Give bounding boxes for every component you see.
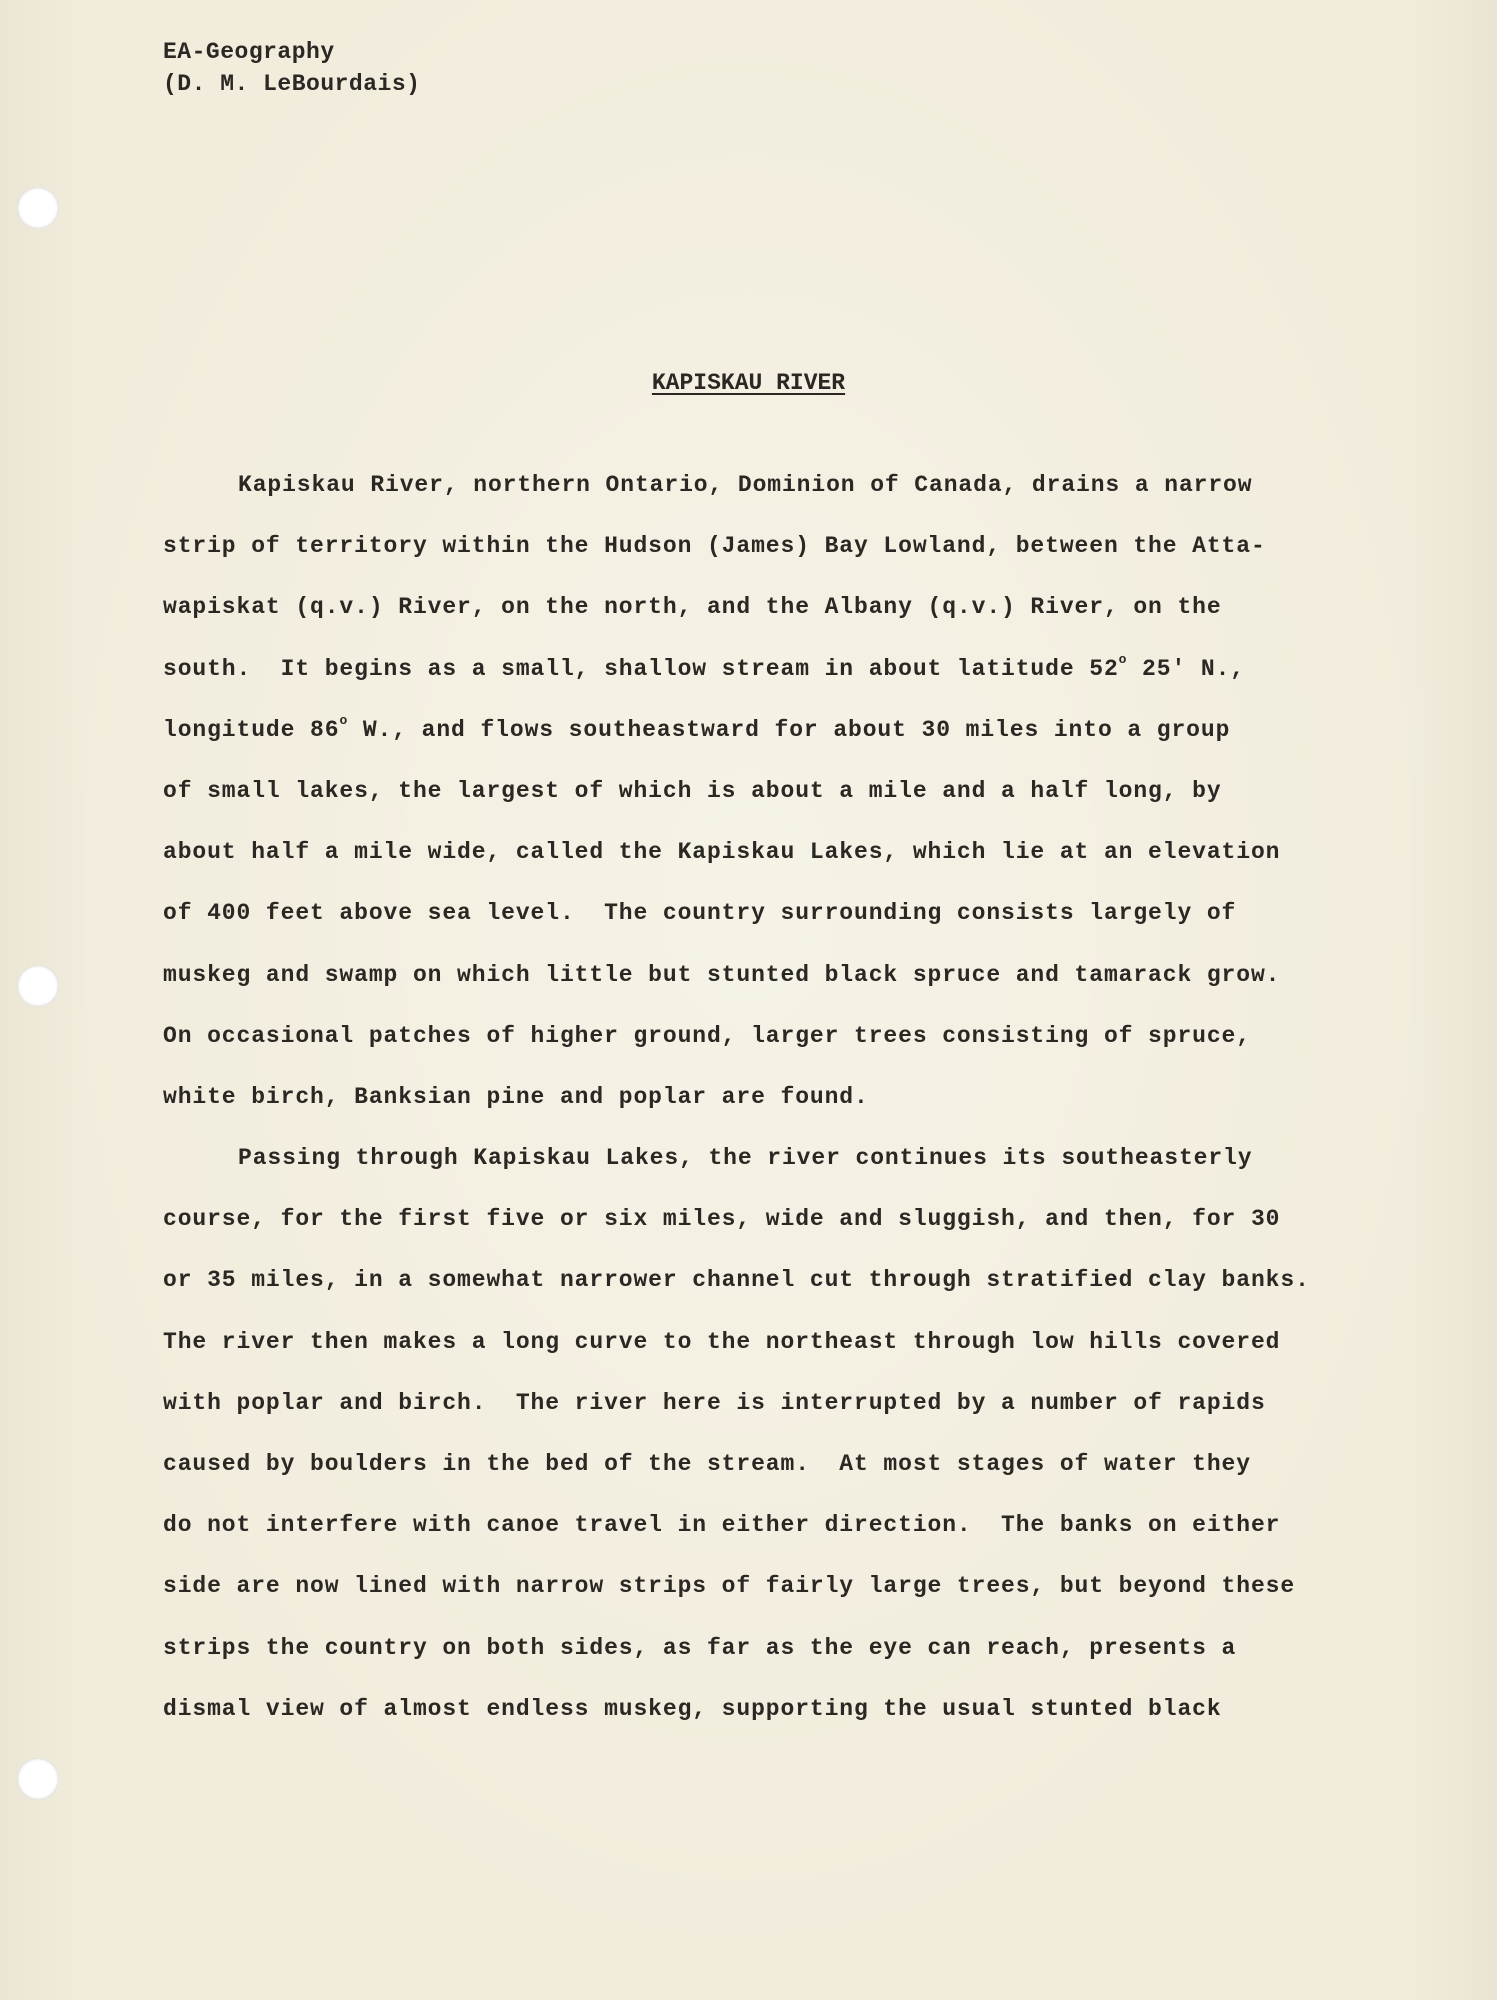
- paragraph-2-line-10: dismal view of almost endless muskeg, supporting the usual stunted black: [163, 1695, 1222, 1722]
- page-title: KAPISKAU RIVER: [651, 370, 846, 396]
- paragraph-2-line-5: with poplar and birch. The river here is interrupted by a number of rapids: [163, 1389, 1266, 1416]
- paragraph-1-line-3: wapiskat (q.v.) River, on the north, and the Albany (q.v.) River, on the: [163, 594, 1222, 621]
- header-author: (D. M. LeBourdais): [163, 71, 421, 97]
- paragraph-1-line-8: of 400 feet above sea level. The country surrounding consists largely of: [163, 900, 1237, 927]
- paragraph-1-line-10: On occasional patches of higher ground, larger trees consisting of spruce,: [163, 1022, 1251, 1049]
- latitude-minutes-text: 25' N.,: [1127, 655, 1245, 682]
- paragraph-2-line-1: Passing through Kapiskau Lakes, the river continues its southeasterly: [238, 1145, 1253, 1172]
- degree-mark: o: [1118, 651, 1128, 667]
- document-header: [163, 36, 420, 100]
- punch-hole-top: [17, 187, 59, 229]
- paragraph-2-line-8: side are now lined with narrow strips of fairly large trees, but beyond these: [163, 1573, 1296, 1600]
- longitude-text: longitude 86: [163, 716, 340, 743]
- paragraph-1-line-9: muskeg and swamp on which little but stunted black spruce and tamarack grow.: [163, 961, 1281, 988]
- paragraph-1-line-2: strip of territory within the Hudson (James) Bay Lowland, between the Atta-: [163, 533, 1266, 560]
- paragraph-2-line-6: caused by boulders in the bed of the stream. At most stages of water they: [163, 1451, 1251, 1477]
- paragraph-1-line-5: [163, 700, 1343, 761]
- paragraph-2-line-3: or 35 miles, in a somewhat narrower channel cut through stratified clay banks.: [163, 1267, 1310, 1294]
- paragraph-1-line-7: about half a mile wide, called the Kapiskau Lakes, which lie at an elevation: [163, 839, 1281, 866]
- paragraph-1-line-6: of small lakes, the largest of which is about a mile and a half long, by: [163, 777, 1222, 804]
- degree-mark: o: [339, 712, 349, 728]
- punch-hole-bottom: [17, 1758, 59, 1800]
- article-body: [163, 455, 1343, 1740]
- paragraph-2-line-9: strips the country on both sides, as far as the eye can reach, presents a: [163, 1634, 1237, 1661]
- paragraph-1-line-4: [163, 639, 1343, 700]
- latitude-text: south. It begins as a small, shallow stream in about latitude 52: [163, 655, 1119, 682]
- paragraph-2-line-2: course, for the first five or six miles, wide and sluggish, and then, for 30: [163, 1206, 1281, 1233]
- header-category: EA-Geography: [163, 39, 335, 65]
- punch-hole-middle: [17, 965, 59, 1007]
- longitude-rest-text: W., and flows southeastward for about 30 miles into a group: [348, 716, 1231, 743]
- paragraph-2-line-4: The river then makes a long curve to the northeast through low hills covered: [163, 1328, 1281, 1355]
- paragraph-1-line-11: white birch, Banksian pine and poplar are found.: [163, 1083, 869, 1110]
- paragraph-2-line-7: do not interfere with canoe travel in either direction. The banks on either: [163, 1512, 1281, 1539]
- paragraph-1-line-1: Kapiskau River, northern Ontario, Dominion of Canada, drains a narrow: [238, 472, 1253, 498]
